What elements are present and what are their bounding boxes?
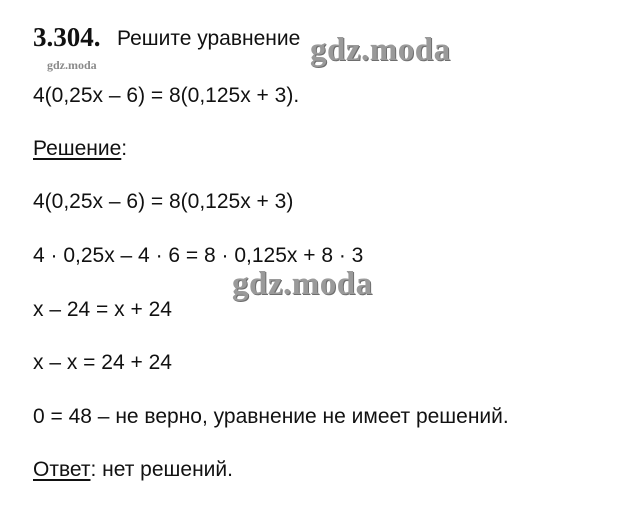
answer-label: Ответ bbox=[33, 458, 91, 481]
watermark-small: gdz.moda bbox=[47, 58, 97, 72]
answer-text: : нет решений. bbox=[90, 458, 233, 481]
answer-line bbox=[33, 459, 233, 480]
solution-label: Решение bbox=[33, 137, 122, 160]
solution-step-1: 4(0,25x – 6) = 8(0,125x + 3) bbox=[33, 190, 294, 213]
solution-step-4: x – x = 24 + 24 bbox=[33, 351, 172, 374]
problem-equation: 4(0,25x – 6) = 8(0,125x + 3). bbox=[33, 84, 300, 107]
exercise-number: 3.304. bbox=[33, 22, 101, 52]
solution-step-2: 4 · 0,25x – 4 · 6 = 8 · 0,125x + 8 · 3 bbox=[33, 244, 364, 267]
solution-heading bbox=[33, 138, 127, 159]
exercise-title: Решите уравнение bbox=[117, 27, 301, 50]
watermark-top: gdz.moda bbox=[310, 32, 451, 68]
solution-colon: : bbox=[121, 137, 128, 160]
solution-step-3: x – 24 = x + 24 bbox=[33, 298, 172, 321]
solution-step-5: 0 = 48 – не верно, уравнение не имеет решений. bbox=[33, 405, 509, 428]
watermark-middle: gdz.moda bbox=[232, 266, 373, 302]
